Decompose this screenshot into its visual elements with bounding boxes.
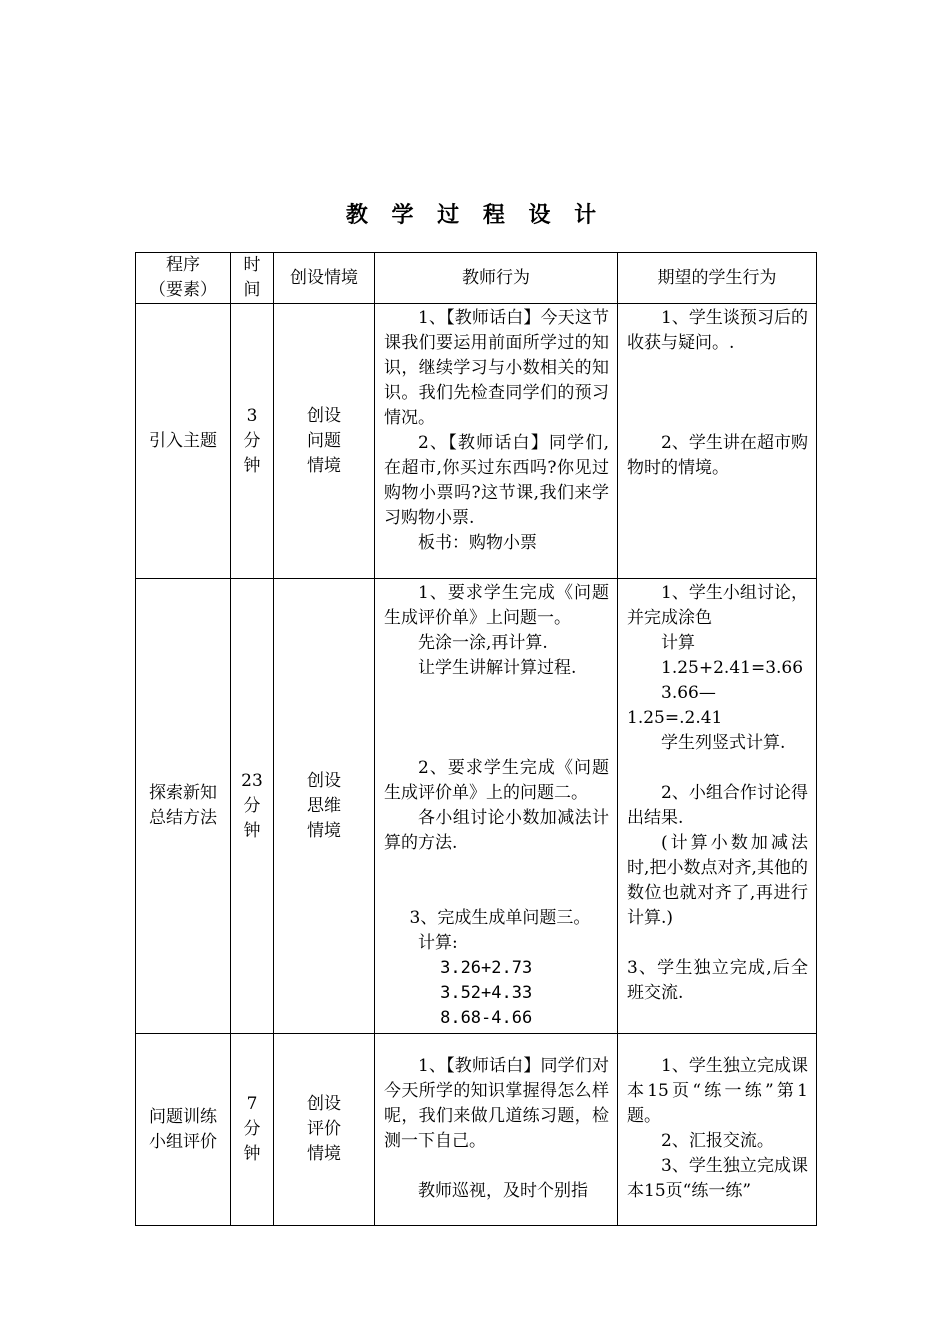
row3-student [618,1034,817,1226]
row1-program: 引入主题 [136,304,231,579]
row3-scenario-line2: 评价 [307,1119,341,1139]
row1-teacher [375,304,618,579]
header-time-line1: 时 [243,255,261,275]
row1-scenario-line1: 创设 [307,405,341,426]
row3-student-p1: 1、学生独立完成课本15页“练一练”第1题。 [627,1056,808,1126]
row1-student-p2: 2、学生讲在超市购物时的情境。 [627,433,808,478]
row2-teacher-calc3: 8.68-4.66 [440,1008,533,1028]
row3-time [231,1034,274,1226]
row1-scenario [274,304,375,579]
header-program-line2: （要素） [149,280,217,300]
page-title: 教 学 过 程 设 计 [345,203,605,228]
row3-scenario-line1: 创设 [307,1094,341,1114]
row2-time-value: 23 [241,770,263,791]
row3-teacher [375,1034,618,1226]
table-row [136,1034,817,1226]
row3-student-p2: 2、汇报交流。 [661,1131,774,1151]
header-time [231,253,274,304]
row2-teacher [375,579,618,1034]
row2-time-unit2: 钟 [243,820,261,841]
row1-time-value: 3 [246,405,258,426]
row1-scenario-line3: 情境 [307,455,341,476]
row2-teacher-p4: 2、要求学生完成《问题生成评价单》上的问题二。 [384,758,609,803]
row1-teacher-p2: 2、【教师话白】同学们,在超市,你买过东西吗?你见过购物小票吗?这节课,我们来学习购物小票. [384,433,609,528]
lesson-plan-table [135,252,817,1226]
row3-teacher-p2: 教师巡视，及时个别指 [418,1181,588,1201]
row2-teacher-p5: 各小组讨论小数加减法计算的方法. [384,808,609,853]
header-teacher: 教师行为 [375,253,618,304]
row2-time [231,579,274,1034]
header-student: 期望的学生行为 [618,253,817,304]
row2-scenario-line3: 情境 [307,820,341,841]
row1-time [231,304,274,579]
row3-time-unit2: 钟 [243,1144,261,1164]
row2-teacher-p2: 先涂一涂,再计算. [418,633,548,653]
row3-student-p3: 3、学生独立完成课本15页“练一练” [627,1156,808,1201]
row2-teacher-p7: 计算: [418,933,458,953]
row1-time-unit1: 分 [243,430,261,451]
row2-student-p1: 1、学生小组讨论，并完成涂色 [627,583,808,628]
row3-scenario [274,1034,375,1226]
table-row [136,304,817,579]
row2-teacher-p3: 让学生讲解计算过程. [418,658,577,678]
row2-teacher-calc2: 3.52+4.33 [440,983,533,1003]
row1-teacher-p3: 板书：购物小票 [418,533,537,553]
row2-program [136,579,231,1034]
row1-time-unit2: 钟 [243,455,261,476]
table-row [136,579,817,1034]
row2-time-unit1: 分 [243,795,261,816]
row1-student [618,304,817,579]
row2-scenario-line2: 思维 [307,795,341,816]
row3-program-text: 问题训练小组评价 [149,1106,217,1152]
header-time-line2: 间 [243,280,261,300]
row2-student-p7: (计算小数加减法时,把小数点对齐,其他的数位也就对齐了,再进行计算.) [627,833,808,928]
header-scenario: 创设情境 [274,253,375,304]
table-header-row [136,253,817,304]
header-program-line1: 程序 [166,255,200,275]
row2-student-p8: 3、学生独立完成,后全班交流. [627,958,808,1003]
row3-program [136,1034,231,1226]
row3-time-value: 7 [246,1094,258,1114]
header-program [136,253,231,304]
row2-teacher-p1: 1、要求学生完成《问题生成评价单》上问题一。 [384,583,609,628]
row1-scenario-line2: 问题 [307,430,341,451]
row2-program-text: 探索新知总结方法 [149,783,217,828]
row3-scenario-line3: 情境 [307,1144,341,1164]
row2-student-p6: 2、小组合作讨论得出结果. [627,783,808,828]
row2-student-p5: 学生列竖式计算. [661,733,786,753]
row3-time-unit1: 分 [243,1119,261,1139]
row2-teacher-p6: 3、完成生成单问题三。 [409,908,591,928]
row2-student-p3: 1.25+2.41=3.66 [661,658,804,678]
row2-teacher-calc1: 3.26+2.73 [440,958,533,978]
row2-student-p4: 3.66—1.25=.2.41 [627,683,723,728]
row3-teacher-p1: 1、【教师话白】同学们对今天所学的知识掌握得怎么样呢，我们来做几道练习题，检测一下自己。 [384,1056,609,1151]
row2-scenario [274,579,375,1034]
row2-student [618,579,817,1034]
row2-scenario-line1: 创设 [307,770,341,791]
row1-student-p1: 1、学生谈预习后的收获与疑问。. [627,308,808,353]
row2-student-p2: 计算 [661,633,695,653]
row1-teacher-p1: 1、【教师话白】今天这节课我们要运用前面所学过的知识，继续学习与小数相关的知识。我们先检查同学们的预习情况。 [384,308,609,428]
